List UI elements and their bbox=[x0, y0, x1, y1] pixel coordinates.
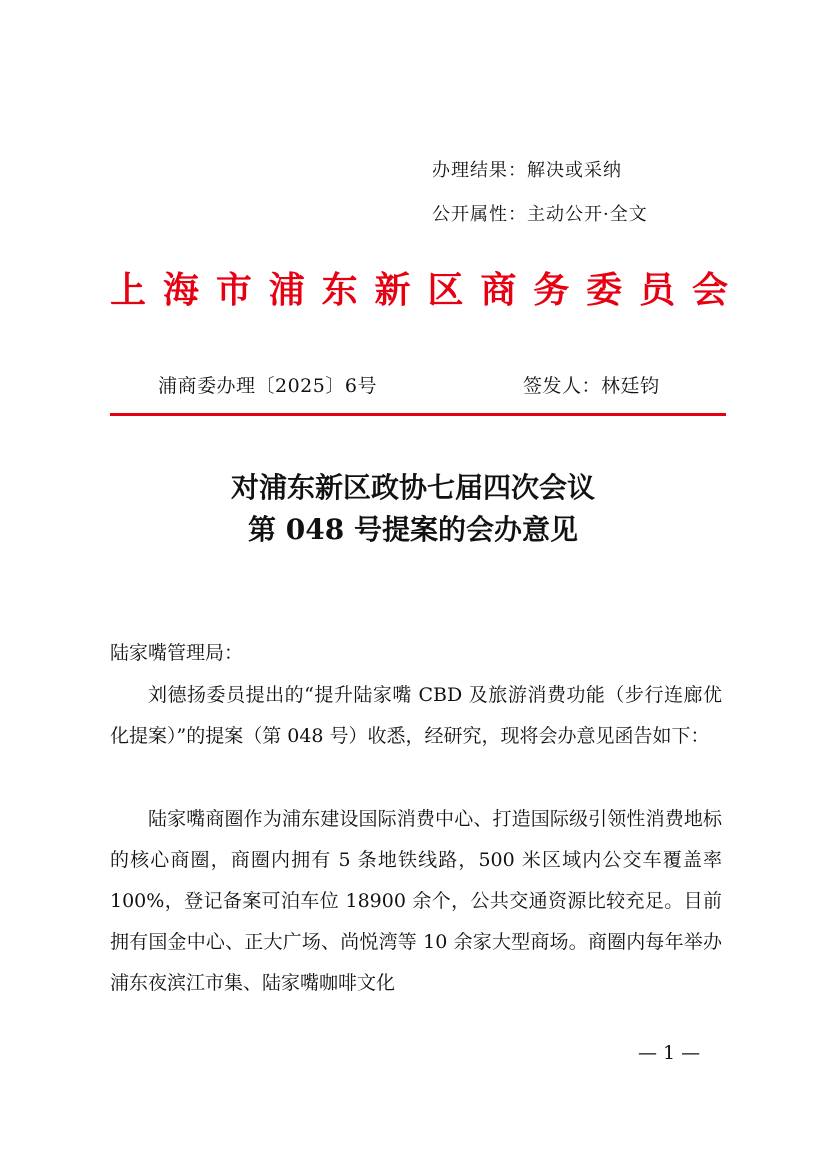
org-char: 会 bbox=[691, 269, 728, 311]
org-char: 市 bbox=[215, 269, 252, 311]
org-char: 上 bbox=[110, 269, 147, 311]
org-char: 海 bbox=[162, 269, 199, 311]
org-char: 员 bbox=[639, 269, 676, 311]
org-char: 商 bbox=[480, 269, 517, 311]
signer: 签发人：林廷钧 bbox=[523, 375, 660, 397]
org-char: 浦 bbox=[268, 269, 305, 311]
org-char: 区 bbox=[427, 269, 464, 311]
document-number: 浦商委办理〔2025〕6号 bbox=[158, 375, 377, 397]
paragraph-1: 刘德扬委员提出的“提升陆家嘴 CBD 及旅游消费功能（步行连廊优化提案）”的提案（第 048 号）收悉，经研究，现将会办意见函告如下： bbox=[110, 684, 722, 747]
page-number: — 1 — bbox=[638, 1042, 701, 1064]
org-char: 新 bbox=[374, 269, 411, 311]
paragraph-2: 陆家嘴商圈作为浦东建设国际消费中心、打造国际级引领性消费地标的核心商圈，商圈内拥有 5 条地铁线路，500 米区域内公交车覆盖率 100%，登记备案可泊车位 18900 余个，公共交通资源比较充足。目前拥有国金中心、正大广场、尚悦湾等 10 余家大型商场。商圈内每年举办浦东夜滨江市集、陆家嘴咖啡文化 bbox=[110, 808, 722, 994]
document-title-line-2: 第 048 号提案的会办意见 bbox=[248, 513, 578, 546]
red-divider bbox=[110, 413, 726, 416]
org-char: 东 bbox=[321, 269, 358, 311]
disclosure-attribute: 公开属性：主动公开·全文 bbox=[432, 204, 648, 225]
salutation: 陆家嘴管理局： bbox=[110, 642, 244, 664]
issuing-organization bbox=[110, 262, 728, 313]
org-char: 委 bbox=[586, 269, 623, 311]
handling-result: 办理结果：解决或采纳 bbox=[432, 160, 622, 181]
document-title-line-1: 对浦东新区政协七届四次会议 bbox=[230, 471, 595, 504]
org-char: 务 bbox=[533, 269, 570, 311]
